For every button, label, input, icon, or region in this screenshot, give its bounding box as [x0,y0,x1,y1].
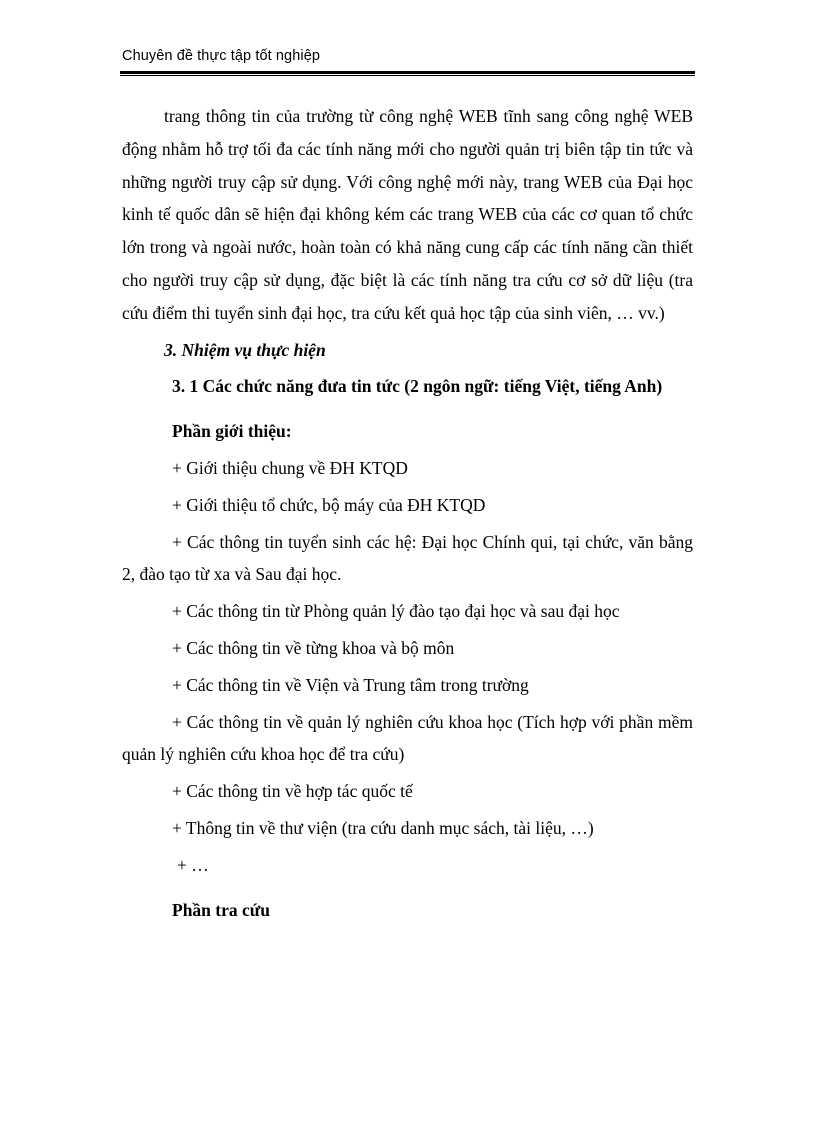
document-body [122,100,693,926]
list-item: + Các thông tin tuyển sinh các hệ: Đại học Chính qui, tại chức, văn bằng 2, đào tạo từ xa và Sau đại học. [122,531,693,585]
section-heading: 3. Nhiệm vụ thực hiện [164,339,326,360]
list-item: + Các thông tin về quản lý nghiên cứu khoa học (Tích hợp với phần mềm quản lý nghiên cứu khoa học để tra cứu) [122,711,693,765]
list-item: + Thông tin về thư viện (tra cứu danh mục sách, tài liệu, …) [172,817,594,838]
list-item: + Giới thiệu chung về ĐH KTQD [172,457,408,478]
header-rule-thick [120,71,695,74]
intro-paragraph: trang thông tin của trường từ công nghệ WEB tĩnh sang công nghệ WEB động nhằm hỗ trợ tối đa các tính năng mới cho người quản trị biên tập tin tức và những người truy cập sử dụng. Với công nghệ mới này, trang WEB của Đại học kinh tế quốc dân sẽ hiện đại không kém các trang WEB của các cơ quan tổ chức lớn trong và ngoài nước, hoàn toàn có khả năng cung cấp các tính năng cần thiết cho người truy cập sử dụng, đặc biệt là các tính năng tra cứu cơ sở dữ liệu (tra cứu điểm thi tuyển sinh đại học, tra cứu kết quả học tập của sinh viên, … vv.) [122,106,693,323]
list-item: + Các thông tin về Viện và Trung tâm trong trường [172,674,529,695]
header-rule-thin [120,75,695,76]
list-item: + Các thông tin về hợp tác quốc tế [172,781,413,802]
subsection-heading: 3. 1 Các chức năng đưa tin tức (2 ngôn ngữ: tiếng Việt, tiếng Anh) [172,376,663,397]
list-item-ellipsis: + … [177,854,209,875]
list-item: + Các thông tin về từng khoa và bộ môn [172,637,455,658]
lookup-part-heading: Phần tra cứu [172,899,271,920]
list-item: + Giới thiệu tổ chức, bộ máy của ĐH KTQD [172,494,486,515]
page-header-title: Chuyên đề thực tập tốt nghiệp [122,48,321,64]
intro-part-heading: Phần giới thiệu: [172,421,292,442]
list-item: + Các thông tin từ Phòng quản lý đào tạo đại học và sau đại học [172,601,620,622]
